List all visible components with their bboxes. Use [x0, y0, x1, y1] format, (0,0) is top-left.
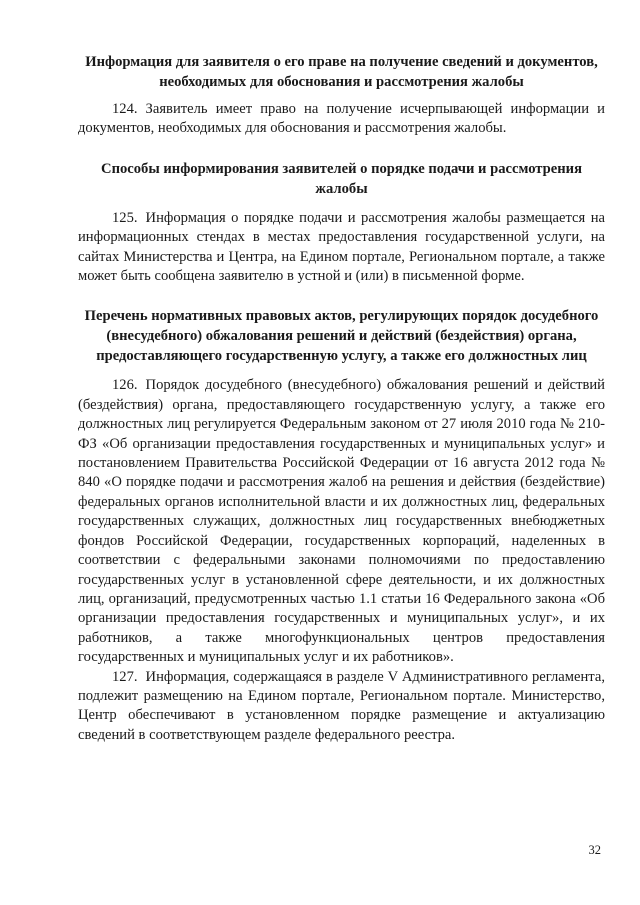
paragraph-125: [78, 209, 605, 287]
paragraph-text: Информация о порядке подачи и рассмотрения жалобы размещается на информационных стендах в местах предоставления государственной услуги, на сайтах Министерства и Центра, на Едином портале, Региональном портале, а также может быть сообщена заявителю в устной и (или) в письменной форме.: [78, 209, 605, 285]
paragraph-number: 125.: [112, 209, 138, 226]
paragraph-text: Информация, содержащаяся в разделе V Административного регламента, подлежит размещению на Едином портале, Региональном портале. Министерство, Центр обеспечивают в установленном порядке размещение и актуализацию сведений в соответствующем разделе федерального реестра.: [78, 668, 605, 743]
paragraph-126: [78, 376, 605, 667]
paragraph-text: Заявитель имеет право на получение исчерпывающей информации и документов, необходимых для обоснования и рассмотрения жалобы.: [78, 101, 605, 137]
paragraph-number: 126.: [112, 377, 138, 394]
paragraph-number: 124.: [112, 101, 138, 117]
section-heading-informing-methods: Способы информирования заявителей о порядке подачи и рассмотрения жалобы: [101, 160, 582, 197]
paragraph-number: 127.: [112, 668, 138, 685]
paragraph-127: [78, 668, 605, 746]
page-content: [78, 40, 605, 745]
section-heading-legal-acts: Перечень нормативных правовых актов, регулирующих порядок досудебного (внесудебного) обжалования решений и действий (бездействия) органа, предоставляющего государственную услугу, а также его должностных лиц: [84, 308, 599, 365]
page-number: 32: [588, 843, 601, 857]
paragraph-text: Порядок досудебного (внесудебного) обжалования решений и действий (бездействия) органа, предоставляющего государственную услугу, а также его должностных лиц регулируется Федеральным законом от 27 июля 2010 года № 210-ФЗ «Об организации предоставления государственных и муниципальных услуг» и постановлением Правительства Российской Федерации от 16 августа 2012 года № 840 «О порядке подачи и рассмотрения жалоб на решения и действия (бездействие) федеральных органов исполнительной власти и их должностных лиц, федеральных государственных служащих, должностных лиц государственных внебюджетных фондов Российской Федерации, государственных корпораций, наделенных в соответствии с федеральными законами полномочиями по предоставлению государственных услуг в установленной сфере деятельности, и их должностных лиц, организаций, предусмотренных частью 1.1 статьи 16 Федерального закона «Об организации предоставления государственных и муниципальных услуг», и их работников, а также многофункциональных центров предоставления государственных и муниципальных услуг и их работников».: [78, 377, 605, 666]
section-heading-complaint-rights: Информация для заявителя о его праве на получение сведений и документов, необходимых для обоснования и рассмотрения жалобы: [85, 54, 598, 90]
paragraph-124: [78, 100, 605, 139]
